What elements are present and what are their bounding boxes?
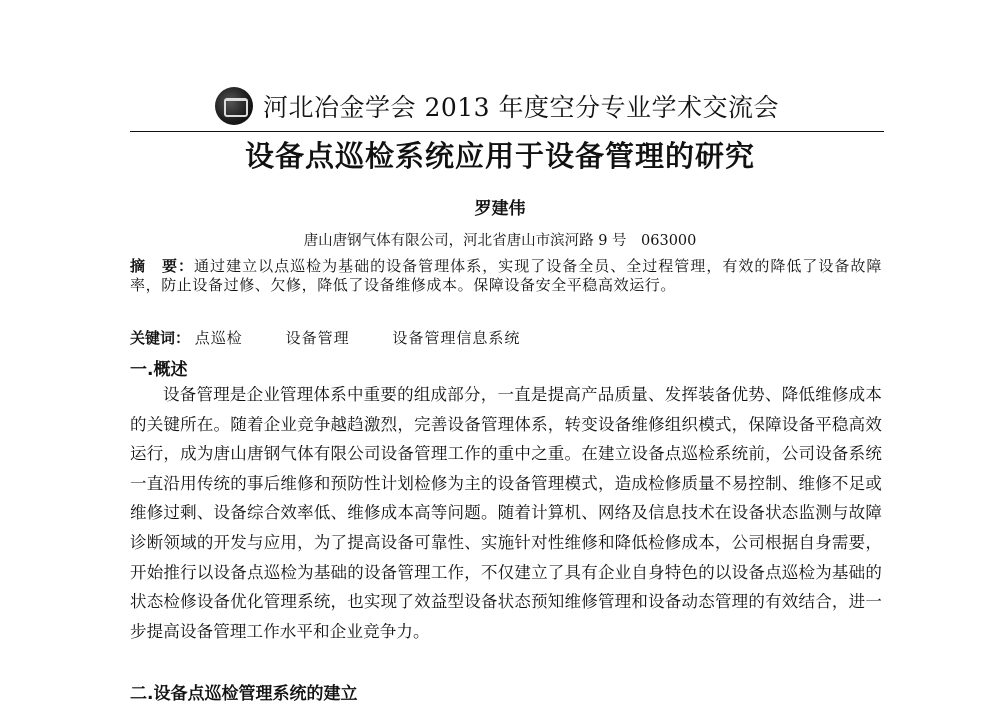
keyword-item: 点巡检 [194,329,243,347]
author-name: 罗建伟 [474,199,526,219]
abstract-text: 通过建立以点巡检为基础的设备管理体系，实现了设备全员、全过程管理，有效的降低了设备故障率，防止设备过修、欠修，降低了设备维修成本。保障设备安全平稳高效运行。 [130,257,882,294]
society-emblem-icon [215,87,253,125]
section-heading-overview: 一.概述 [130,360,188,380]
abstract-label: 摘 要： [130,257,195,275]
author-affiliation: 唐山唐钢气体有限公司，河北省唐山市滨河路 9 号 063000 [303,233,697,249]
keyword-item: 设备管理 [285,329,350,347]
keyword-item: 设备管理信息系统 [392,329,521,347]
section-heading-system: 二.设备点巡检管理系统的建立 [130,684,358,704]
header-rule [130,131,884,132]
abstract [130,257,882,295]
keywords-label: 关键词： [130,329,191,347]
section-body-overview: 设备管理是企业管理体系中重要的组成部分，一直是提高产品质量、发挥装备优势、降低维修成本的关键所在。随着企业竞争越趋激烈，完善设备管理体系，转变设备维修组织模式，保障设备平稳高效运行，成为唐山唐钢气体有限公司设备管理工作的重中之重。在建立设备点巡检系统前，公司设备系统一直沿用传统的事后维修和预防性计划检修为主的设备管理模式，造成检修质量不易控制、维修不足或维修过剩、设备综合效率低、维修成本高等问题。随着计算机、网络及信息技术在设备状态监测与故障诊断领域的开发与应用，为了提高设备可靠性、实施针对性维修和降低检修成本，公司根据自身需要，开始推行以设备点巡检为基础的设备管理工作，不仅建立了具有企业自身特色的以设备点巡检为基础的状态检修设备优化管理系统，也实现了效益型设备状态预知维修管理和设备动态管理的有效结合，进一步提高设备管理工作水平和企业竞争力。 [130,385,882,641]
paper-title: 设备点巡检系统应用于设备管理的研究 [244,139,755,173]
journal-name: 河北冶金学会 2013 年度空分专业学术交流会 [263,93,780,122]
keywords [130,327,882,348]
journal-header [215,86,780,126]
